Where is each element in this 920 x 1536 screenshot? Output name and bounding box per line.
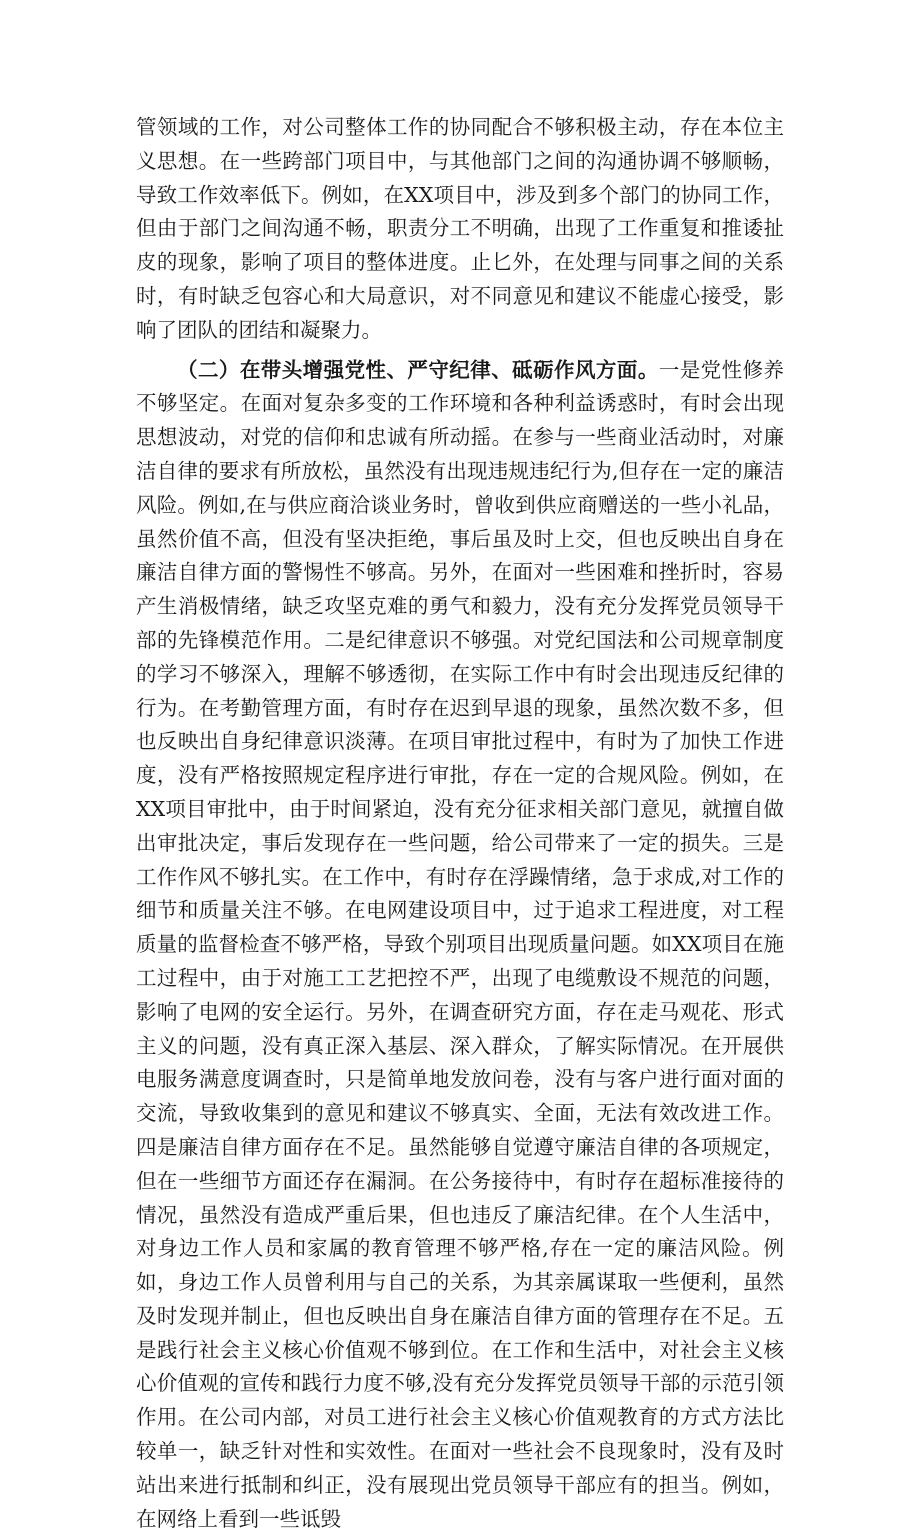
section-body: 一是党性修养不够坚定。在面对复杂多变的工作环境和各种利益诱惑时，有时会出现思想波动，对党的信仰和忠诚有所动摇。在参与一些商业活动时，对廉洁自律的要求有所放松，虽然没有出现违规违纪行为,但存在一定的廉洁风险。例如,在与供应商洽谈业务时，曾收到供应商赠送的一些小礼品，虽然价值不高，但没有坚决拒绝，事后虽及时上交，但也反映出自身在廉洁自律方面的警惕性不够高。另外，在面对一些困难和挫折时，容易产生消极情绪，缺乏攻坚克难的勇气和毅力，没有充分发挥党员领导干部的先锋模范作用。二是纪律意识不够强。对党纪国法和公司规章制度的学习不够深入，理解不够透彻，在实际工作中有时会出现违反纪律的行为。在考勤管理方面，有时存在迟到早退的现象，虽然次数不多，但也反映出自身纪律意识淡薄。在项目审批过程中，有时为了加快工作进度，没有严格按照规定程序进行审批，存在一定的合规风险。例如，在XX项目审批中，由于时间紧迫，没有充分征求相关部门意见，就擅自做出审批决定，事后发现存在一些问题，给公司带来了一定的损失。三是工作作风不够扎实。在工作中，有时存在浮躁情绪，急于求成,对工作的细节和质量关注不够。在电网建设项目中，过于追求工程进度，对工程质量的监督检查不够严格，导致个别项目出现质量问题。如XX项目在施工过程中，由于对施工工艺把控不严，出现了电缆敷设不规范的问题，影响了电网的安全运行。另外，在调查研究方面，存在走马观花、形式主义的问题，没有真正深入基层、深入群众，了解实际情况。在开展供电服务满意度调查时，只是简单地发放问卷，没有与客户进行面对面的交流，导致收集到的意见和建议不够真实、全面，无法有效改进工作。四是廉洁自律方面存在不足。虽然能够自觉遵守廉洁自律的各项规定，但在一些细节方面还存在漏洞。在公务接待中，有时存在超标准接待的情况，虽然没有造成严重后果，但也违反了廉洁纪律。在个人生活中，对身边工作人员和家属的教育管理不够严格,存在一定的廉洁风险。例如，身边工作人员曾利用与自己的关系，为其亲属谋取一些便利，虽然及时发现并制止，但也反映出自身在廉洁自律方面的管理存在不足。五是践行社会主义核心价值观不够到位。在工作和生活中，对社会主义核心价值观的宣传和践行力度不够,没有充分发挥党员领导干部的示范引领作用。在公司内部，对员工进行社会主义核心价值观教育的方式方法比较单一，缺乏针对性和实效性。在面对一些社会不良现象时，没有及时站出来进行抵制和纠正，没有展现出党员领导干部应有的担当。例如，在网络上看到一些诋毁 [136, 357, 785, 1531]
document-body [136, 111, 784, 1536]
section-heading: （二）在带头增强党性、严守纪律、砥砺作风方面。 [177, 357, 659, 382]
paragraph-section-two [136, 354, 784, 1536]
paragraph-continued: 管领域的工作，对公司整体工作的协同配合不够积极主动，存在本位主义思想。在一些跨部门项目中，与其他部门之间的沟通协调不够顺畅，导致工作效率低下。例如，在XX项目中，涉及到多个部门的协同工作，但由于部门之间沟通不畅，职责分工不明确，出现了工作重复和推诿扯皮的现象，影响了项目的整体进度。止匕外，在处理与同事之间的关系时，有时缺乏包容心和大局意识，对不同意见和建议不能虚心接受，影响了团队的团结和凝聚力。 [136, 115, 784, 342]
